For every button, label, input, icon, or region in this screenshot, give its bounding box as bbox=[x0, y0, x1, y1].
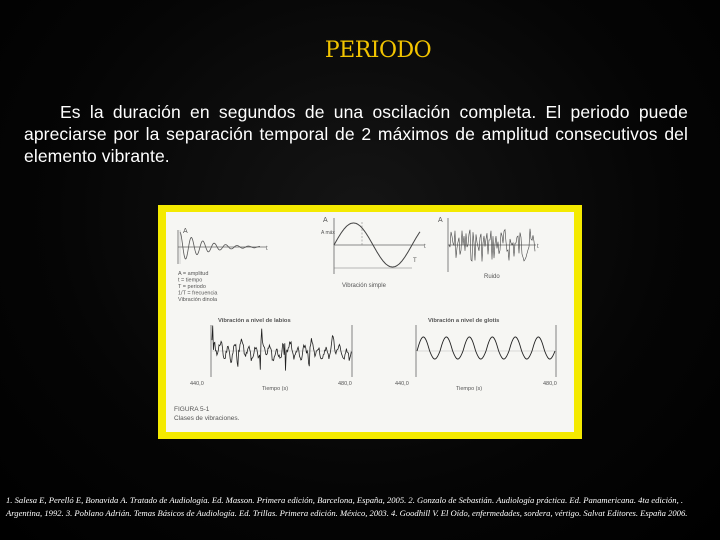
panel1-axis-t-label: t bbox=[266, 246, 268, 252]
panel4-x-end: 480,0 bbox=[338, 381, 352, 387]
slide-title-text: PERIODO bbox=[324, 38, 432, 63]
panel4-title: Vibración a nivel de labios bbox=[218, 318, 291, 324]
definition-paragraph: Es la duración en segundos de una oscilación completa. El periodo puede apreciarse por la separación temporal de 2 máximos de amplitud consecutivos del elemento vibrante. bbox=[24, 102, 688, 166]
vibration-figure-svg bbox=[166, 212, 574, 432]
panel-glottis-vibration bbox=[395, 318, 557, 392]
panel-noise bbox=[438, 217, 539, 280]
legend-line-3: T = periodo bbox=[178, 284, 206, 290]
panel2-axis-amax-label: A máx bbox=[321, 230, 335, 236]
legend-line-4: 1/T = frecuencia bbox=[178, 290, 218, 297]
glottis-wave bbox=[417, 337, 555, 359]
panel3-axis-a-label: A bbox=[438, 217, 443, 224]
panel-damped-vibration bbox=[178, 228, 268, 303]
references: 1. Salesa E, Perelló E, Bonavida A. Tratado de Audiología. Ed. Masson. Primera edición, Barcelona, España, 2005. 2. Gonzalo de Sebastián. Audiología práctica. Ed. Panamericana. 4ta edición, . Argentina, 1992. 3. Poblano Adrián. Temas Básicos de Audiología. Ed. Trillas. Primera edición. México, 2003. 4. Goodhill V. El Oído, enfermedades, sordera, vértigo. Salvat Editores. España 2006. bbox=[6, 495, 688, 519]
panel4-x-label: Tiempo (s) bbox=[262, 386, 289, 392]
panel5-title: Vibración a nivel de glotis bbox=[428, 318, 500, 324]
panel4-x-start: 440,0 bbox=[190, 381, 204, 387]
legend-line-2: t = tiempo bbox=[178, 277, 203, 284]
panel2-period-label: T bbox=[413, 258, 417, 264]
panel2-axis-a-label: A bbox=[323, 217, 328, 224]
panel-lips-vibration bbox=[190, 318, 352, 392]
panel-simple-vibration bbox=[321, 217, 426, 289]
panel1-axis-a-label: A bbox=[183, 228, 188, 235]
panel3-caption: Ruido bbox=[484, 274, 500, 280]
damped-wave bbox=[180, 232, 260, 259]
figure-caption-number: FIGURA 5-1 bbox=[174, 406, 210, 413]
figure-caption-text: Clases de vibraciones. bbox=[174, 415, 240, 422]
panel5-x-label: Tiempo (s) bbox=[456, 386, 483, 392]
panel3-axis-t-label: t bbox=[537, 244, 539, 250]
legend-line-5: Vibración dinola bbox=[178, 297, 218, 303]
panel2-axis-t-label: t bbox=[424, 244, 426, 250]
lips-wave bbox=[212, 326, 351, 371]
legend-line-1: A = amplitud bbox=[178, 271, 209, 277]
vibration-figure bbox=[166, 212, 574, 432]
panel5-x-end: 480,0 bbox=[543, 381, 557, 387]
panel5-x-start: 440,0 bbox=[395, 381, 409, 387]
figure-frame bbox=[158, 205, 582, 439]
panel2-caption: Vibración simple bbox=[342, 283, 386, 289]
slide-title bbox=[0, 38, 720, 63]
